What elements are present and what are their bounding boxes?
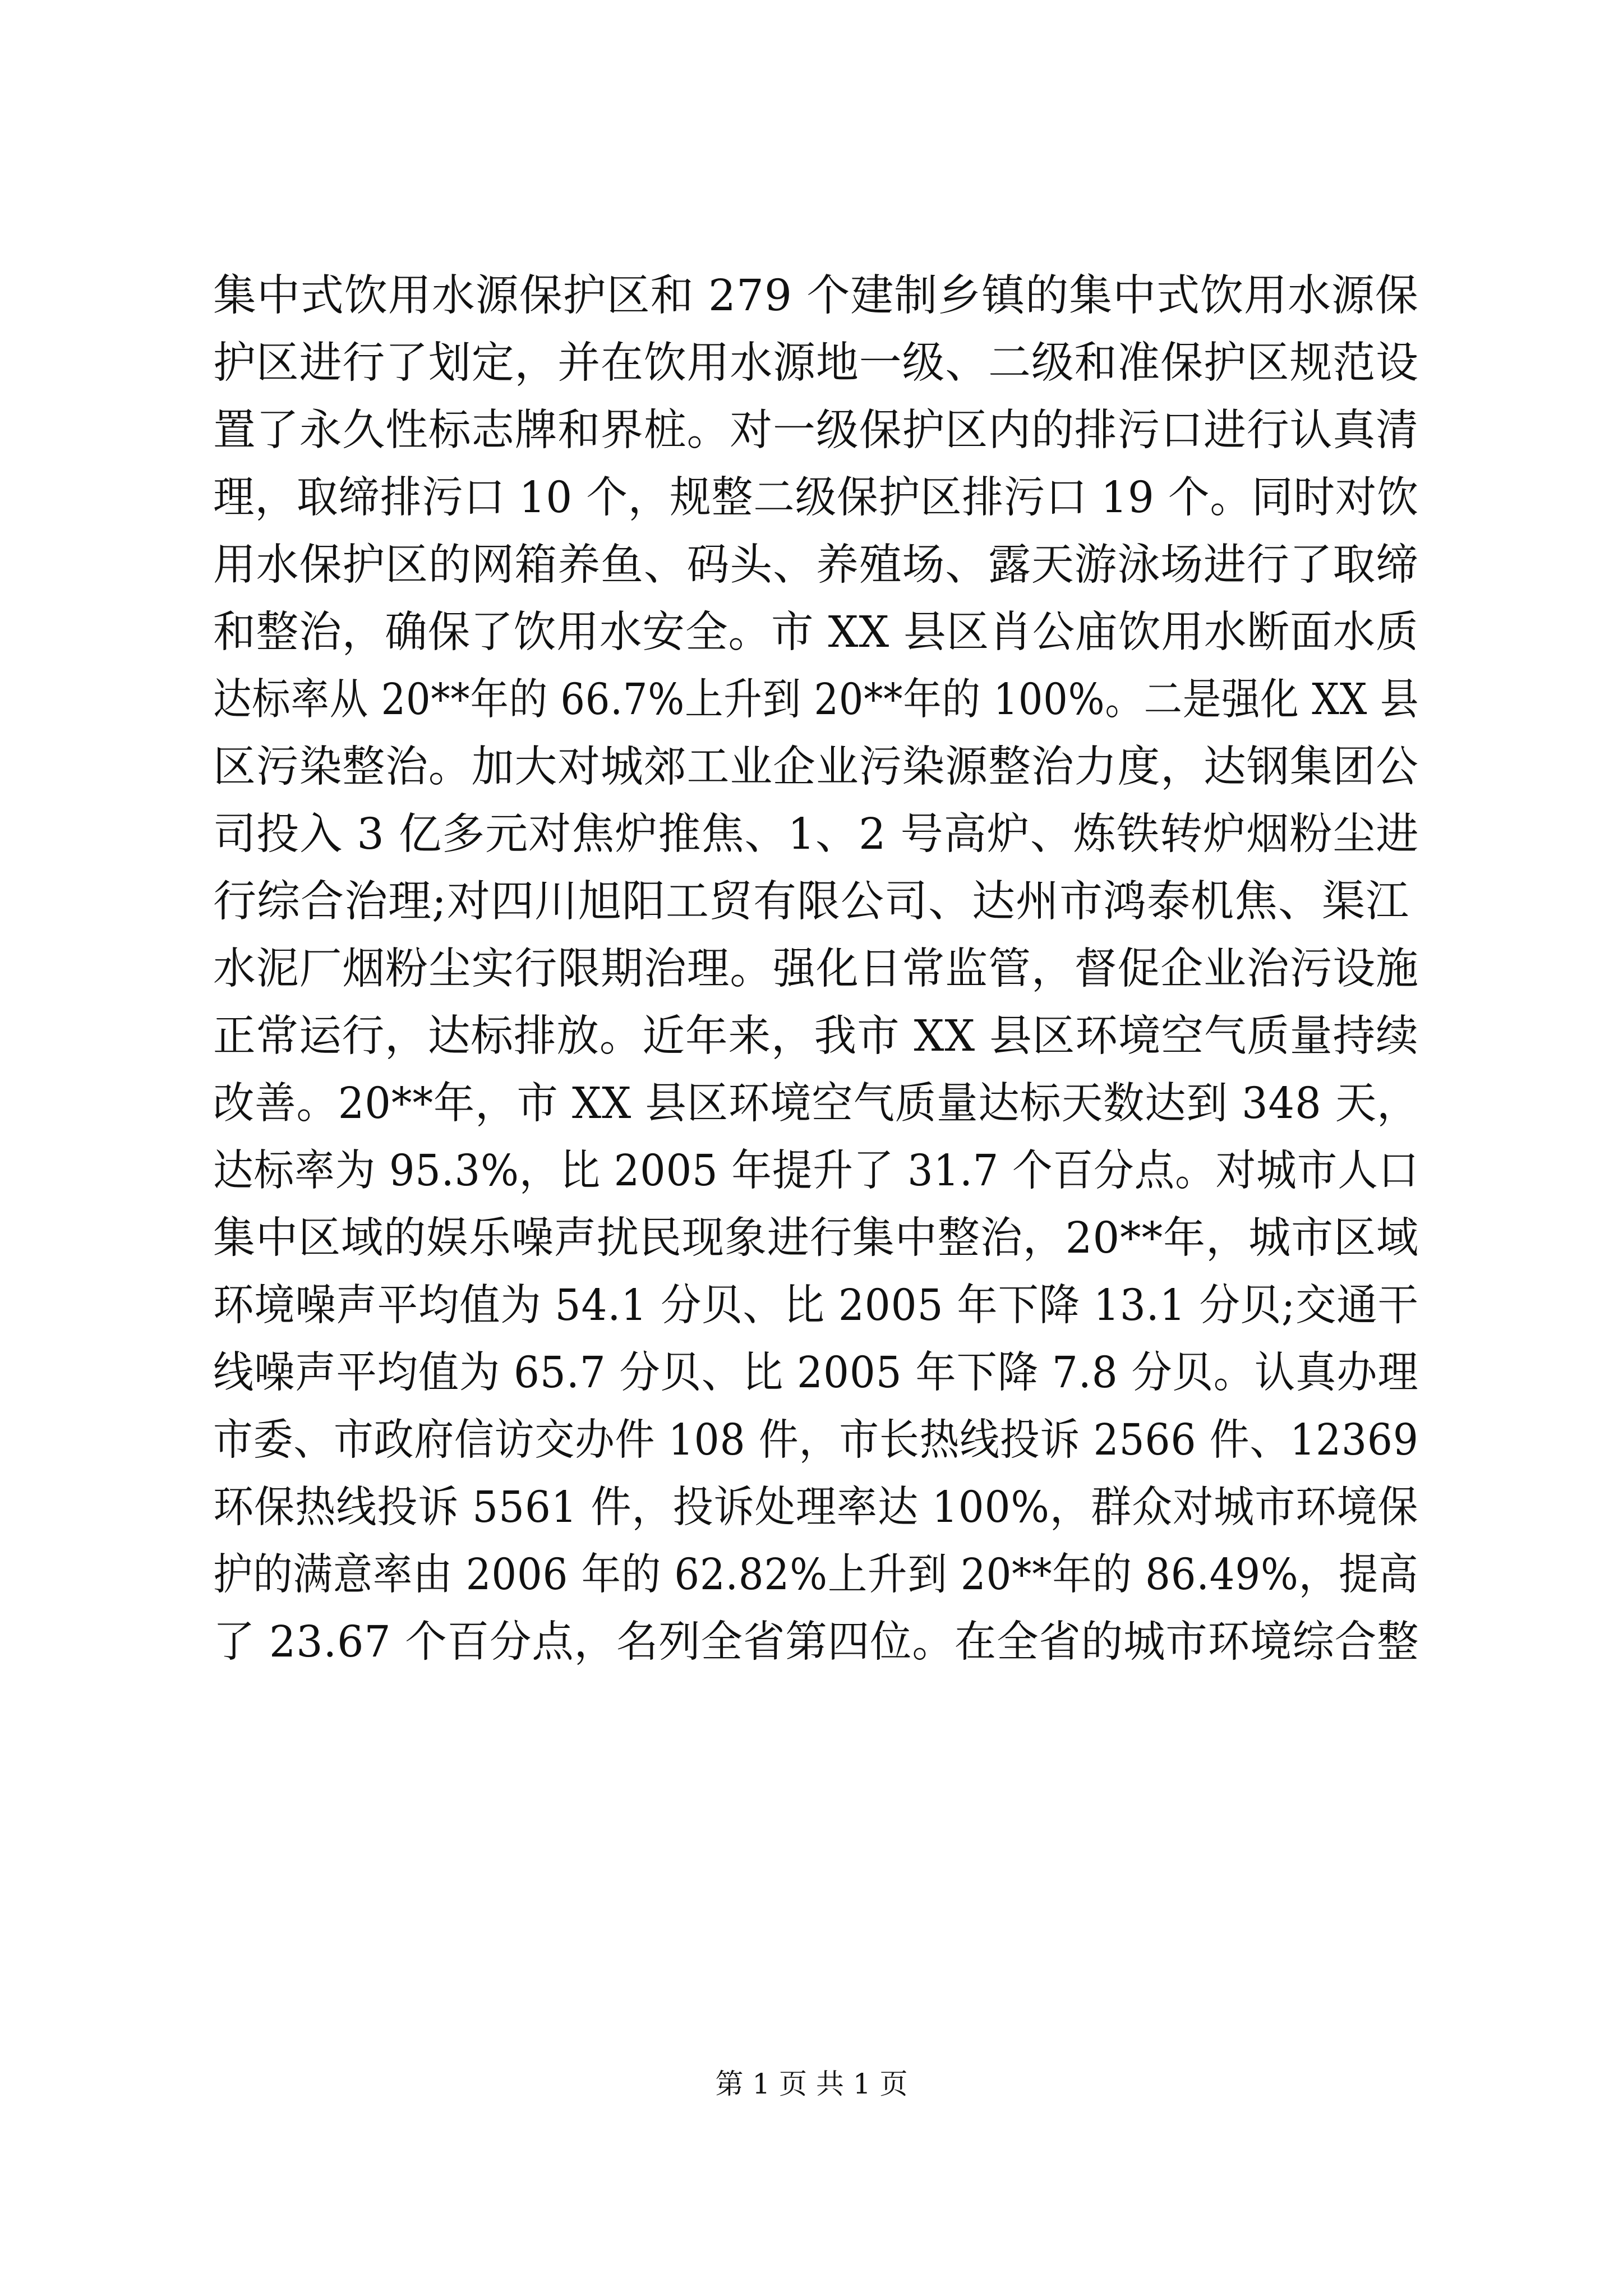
text-line: 集中式饮用水源保护区和 279 个建制乡镇的集中式饮用水源保 <box>213 271 1419 321</box>
text-line: 水泥厂烟粉尘实行限期治理。强化日常监管，督促企业治污设施 <box>213 944 1419 994</box>
text-line: 改善。20**年，市 XX 县区环境空气质量达标天数达到 348 天， <box>213 1079 1419 1129</box>
text-line: 集中区域的娱乐噪声扰民现象进行集中整治，20**年，城市区域 <box>213 1213 1419 1263</box>
text-line: 了 23.67 个百分点，名列全省第四位。在全省的城市环境综合整 <box>213 1617 1419 1667</box>
text-line: 护区进行了划定，并在饮用水源地一级、二级和准保护区规范设 <box>213 338 1419 388</box>
text-line: 司投入 3 亿多元对焦炉推焦、1、2 号高炉、炼铁转炉烟粉尘进 <box>213 809 1419 859</box>
text-line: 达标率为 95.3%，比 2005 年提升了 31.7 个百分点。对城市人口 <box>213 1146 1419 1196</box>
text-line: 环境噪声平均值为 54.1 分贝、比 2005 年下降 13.1 分贝;交通干 <box>213 1281 1419 1331</box>
text-line: 达标率从 20**年的 66.7%上升到 20**年的 100%。二是强化 XX 县 <box>213 675 1419 725</box>
text-line: 线噪声平均值为 65.7 分贝、比 2005 年下降 7.8 分贝。认真办理 <box>213 1348 1419 1398</box>
text-line: 行综合治理;对四川旭阳工贸有限公司、达州市鸿泰机焦、渠江 <box>213 877 1409 927</box>
text-line: 用水保护区的网箱养鱼、码头、养殖场、露天游泳场进行了取缔 <box>213 540 1419 590</box>
text-line: 环保热线投诉 5561 件，投诉处理率达 100%，群众对城市环境保 <box>213 1483 1419 1533</box>
text-line: 置了永久性标志牌和界桩。对一级保护区内的排污口进行认真清 <box>213 406 1419 455</box>
text-line: 理，取缔排污口 10 个，规整二级保护区排污口 19 个。同时对饮 <box>213 473 1419 523</box>
page-number-footer: 第 1 页 共 1 页 <box>715 2068 908 2100</box>
text-line: 和整治，确保了饮用水安全。市 XX 县区肖公庙饮用水断面水质 <box>213 608 1419 657</box>
text-line: 正常运行，达标排放。近年来，我市 XX 县区环境空气质量持续 <box>213 1011 1419 1061</box>
text-line: 护的满意率由 2006 年的 62.82%上升到 20**年的 86.49%，提高 <box>213 1550 1419 1600</box>
text-line: 区污染整治。加大对城郊工业企业污染源整治力度，达钢集团公 <box>213 742 1419 792</box>
text-line: 市委、市政府信访交办件 108 件，市长热线投诉 2566 件、12369 <box>213 1415 1419 1465</box>
